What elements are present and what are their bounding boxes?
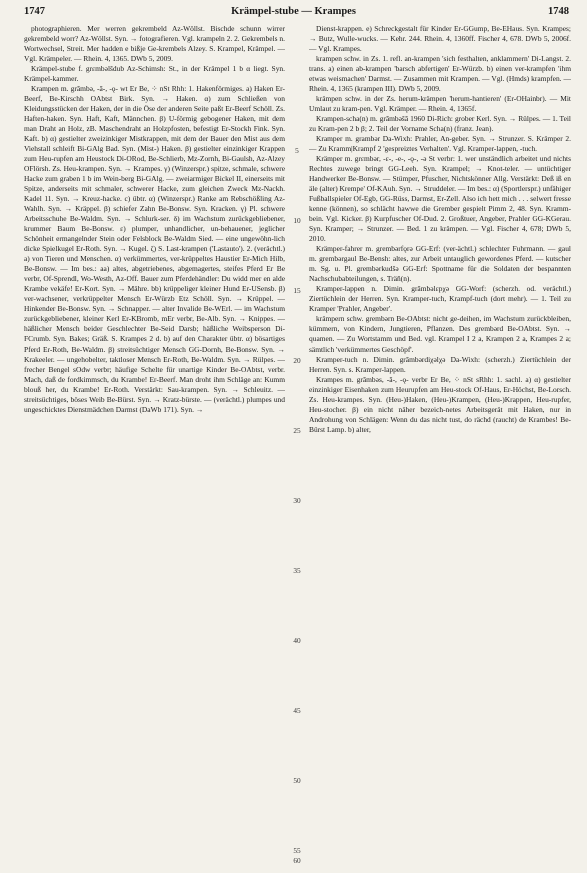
entry-krampen-schan: Krampen-scha(n) m. grāmbəšā 1960 Di-Rich: grober Kerl. Syn. → Rülpes. — 1. Teil zu Kram-pen 2 b β; 2. Teil der Vorname Scha(n) (franz. Jean). (309, 114, 571, 134)
line-number: 25 (293, 426, 301, 435)
entry-kramper-tuch: Kramper-tuch n. Dimin. grāmbərdiχəlχə Da-Wixh: (scherzh.) Ziertüchlein der Herren. Syn. s. Kramper-lappen. (309, 354, 571, 374)
left-column (24, 24, 285, 866)
entry-kraempel-stube: Krämpel-stube f. grεmbəlšdub Az-Schimsh: St., in der Krämpel 1 b α liegt. Syn. Krämpel-kammer. (24, 64, 285, 84)
entry-kramper-lappen: Kramper-lappen n. Dimin. grāmbəlεpχə GG-Worf: (scherzh. od. verächtl.) Ziertüchlein der Herren. Syn. Kramper-tuch, Krampf-tuch (dort mehr). — 1. Teil zu Kramper 'Prahler, Angeber'. (309, 284, 571, 314)
entry-kraemper-fahrer: Krämper-fahrer m. grembərfǫrə GG-Erf: (ver-ächtl.) schlechter Fuhrmann. — gaul m. grembərgaul Be-Bensh: altes, zur Arbeit untauglich gewordenes Pferd. — kutscher m. Sg. u. Pl. grembərkudšə GG-Erf: Spottname für die Soldaten der bespannten Nachschubabteilungen, s. Träñ(n). (309, 244, 571, 284)
entry-krampen-verb: krampen schw. in Zs. 1. refl. an-krampen 'sich festhalten, anklammern' Di-Langst. 2. trans. a) einen ab-krampen 'barsch abfertigen' Er-Würzb. b) einen ver-krampfen 'ihm etwas weismachen' Darmst. — Zusammen mit Krampen. — Vgl. (Hmds) krampfen. — Rhein. 4, 1365 (krampen III). DWb 5, 2009. (309, 54, 571, 94)
entry-krampen: Krampen m. grāmbə, -ā-, -ǫ- wt Er Be, ⁘ nSt Rhh: 1. Hakenförmiges. a) Haken Er-Beerf, Be-Kirschh OAbtst Birk. Syn. → Haken. α) zum Schließen von Kleidungsstücken der Haken, der in die Öse der anderen Seite paßt Er-Beerf Schöll. Zs. Haften-haken. Syn. Haft, Kaft, Männchen. β) U-förmig gebogener Haken, mit dem man Draht an Holz, zB. Maschendraht an Holzpfosten, befestigt Er-Stockh Fink. Syn. Kaft. b) α) gestielter zweizinkiger Mistkrappen, mit dem der Bauer den Mist aus dem Viehstall schleift Bi-GAlg Bad. Syn. (Mist-) Haken. β) gestielter einzinkiger Krappen zum Heu-rupfen am Heustock Di-ORod, Be-Schlierb, Mz-Zornh, Bi-Gaulsh, Az-Alzey OFlörsh. Zs. Heu-krampen. Syn. → Krampes. γ) (Winzerspr.) spitze, schmale, schwere Hacke zum graben 1 b im Wein-berg Bi-GAlg. — zweiarmiger Bickel II, einerseits mit Spitze, anderseits mit schmaler, schwerer Hacke, zum gleichen Zweck Mz-Nackh. Kadel 11. Syn. → Kreuz-hacke. c) übtr. α) (Winzerspr.) Ranke am Rebschößling Az-Wahlh. Syn. → Kräppel. β) schiefer Zahn Be-Bonsw. Syn. Kracken. γ) Pl. schwere Arbeitsschuhe Be-Waldm. Syn. → Schlurk-ser. δ) im Wachstum zurückgebliebener, krummer Baum Be-Bonsw. ε) plumper, unhandlicher, un-behauener, jeglicher Schönheit ermangelnder Stein oder Felsblock Be-Waldm Sied. — eine ungewöhn-lich dicke Spielkugel Er-Roth. Syn. → Kugel. ζ) S. Last-krampen ('Lastauto'). 2. (verächtl.) a) von Tieren und Menschen. α) verkümmertes, ver-krüppeltes Haustier Er-Mich Hilb, Be-Bonsw. — Im bes.: aa) altes, abgetriebenes, abgemagertes, steifes Pferd Er Be verbr, Of-Sprendl, Wo-Westh, Az-Off. Bauer zum Pferdehändler: Du widd mer en alde Krambe vekäfe! Er-Kort. Syn. → Mähre. bb) krüppeliger kleiner Hund Er-USensb. β) ver-wachsener, verkrüppelter Mensch Er-Würzb Etz Schöll. Syn. → Krüppel. — Hinkender Be-Bonsw. Syn. → Schnapper. — alter Invalide Be-WErl. — im Wachstum zurückgebliebener, kleiner Kerl Er-KBromb, mEr verbr, Be-Alb. Syn. → Knippes. — häßlicher Mensch beider Geschlechter Be-Seid Darsb; häßliche Weibsperson Di-FCrumb. Syn. Bakes; Gräß. S. Krampes 2 d. b) auf den Charakter übtr. α) bösartiges Pferd Er-Roth, Be-Waldm. β) streitsüchtiger Mensch GG-Dornh, Be-Bonsw. Syn. → Krakeeler. — ungehobelter, taktloser Mensch Er-Roth, Be-Waldm. Syn. → Rülpes. — frecher Bengel sOdw verbr; häufige Schelte für unartige Kinder Be-OAbtst, verbr. Mach, daß de fordkimmsch, du Krambe! Er-Beerf. Man droht ihm Schläge an: Kumm blouß her, du Krambe! Er-Roth. Verstärkt: Sau-krampen. Syn. → Schleuitz. — streitsüchtiges, böses Weib Be-Bürst. Syn. → Kratz-bürste. — (verächtl.) plumpes und ungeschicktes Dienstmädchen Darmst (DaWb 171). Syn. → (24, 84, 285, 414)
entry-paragraph: Dienst-krappen. e) Schreckgestalt für Kinder Er-GGump, Be-EHaus. Syn. Krampes; → Butz, Wulle-wucks. — Kehr. 244. Rhein. 4, 1360ff. Fischer 4, 678. DWb 5, 2006f. — Vgl. Krampes. (309, 24, 571, 54)
page-header (0, 0, 587, 22)
line-number: 60 (293, 856, 301, 865)
page-number-right: 1748 (548, 6, 569, 17)
entry-kraemper: Krämper m. grεmbər, -ε-, -e-, -ǫ-, -ə St verbr: 1. wer unständlich arbeitet und nichts Rechtes zuwege bringt GG-Leeh. Syn. Krampel; → Knot-teler. — untüchtiger Handwerker Be-Bonsw. — Stümper, Pfuscher, Nichtskönner Allg. Verstärkt: Deß iß en äle (alter) Krempe' Of-KAuh. Syn. → Struddeler. — Im bes.: α) (Sportlerspr.) unfähiger Fußballspieler Of-Egb, GG-Rüss, Darmst, Er-Zell. Also ich hett mich . . . selwert fresse kenne (können), so schlächt hawwe die Grember gespielt Pimm 2, 48. Syn. Kramm-bein. Vgl. Kicker. β) Kurpfuscher Of-Dud. 2. Großtuer, Angeber, Prahler GG-KGerau. Syn. Kramper; → Strunzer. — Bed. 1 zu krämpen. — Vgl. Fischer 4, 678; DWb 5, 2010. (309, 154, 571, 244)
entry-kramper: Kramper m. grambər Da-Wixh: Prahler, An-geber. Syn. → Strunzer. S. Krämper 2. — Zu Kramm|Krampf 2 'gespreiztes Verhalten'. Vgl. Kramper-lappen, -tuch. (309, 134, 571, 154)
line-number: 20 (293, 356, 301, 365)
running-title: Krämpel-stube — Krampes (231, 6, 356, 17)
line-number-gutter (288, 24, 306, 866)
right-column (309, 24, 571, 866)
entry-kraempen: krämpen schw. in der Zs. herum-krämpen 'herum-hantieren' (Er-OHainbr). — Mit Umlaut zu kram-pen. Vgl. Krämper. — Rhein. 4, 1365f. (309, 94, 571, 114)
line-number: 40 (293, 636, 301, 645)
entry-kraempern: krämpern schw. grembərn Be-OAbtst: nicht ge-deihen, im Wachstum zurückbleiben, kümmern, von Kindern, Jungtieren, Pflanzen. Des grembərd Be-OAbtst. Syn. → quamen. — Zu Wortstamm und Bed. vgl. Krampel I 2 a, Krampen 2 a, Krampes 2 a; sämtlich 'verkümmertes Geschöpf'. (309, 314, 571, 354)
line-number: 5 (295, 146, 299, 155)
line-number: 55 (293, 846, 301, 855)
entry-paragraph: photographieren. Mer werren gekrembeld Az-Wöllst. Bischde schunn wirrer gekrembeld worr? Az-Wöllst. Syn. → fotografieren. Vgl. krampeln 2. 2. Gekrembels n. Wortwechsel, Streit. Mer hadden e bißje Ge-krembels Alzey. S. Krampel, Krämpel. — Vgl. Krämpeler. — Rhein. 4, 1365. DWb 5, 2009. (24, 24, 285, 64)
line-number: 35 (293, 566, 301, 575)
line-number: 30 (293, 496, 301, 505)
line-number: 45 (293, 706, 301, 715)
line-number: 10 (293, 216, 301, 225)
page-number-left: 1747 (24, 6, 45, 17)
line-number: 15 (293, 286, 301, 295)
entry-krampes: Krampes m. grāmbəs, -ā-, -ǫ- verbr Er Be, ⁘ nSt sRhh: 1. sachl. a) α) gestielter einzinkiger Eisenhaken zum Heurupfen am Heu-stock Of-Haus, Er-Höchst, Be-Lorsch. Zs. Heu-krampes. Syn. (Heu-)Haken, (Heu-)Krampen, (Heu-)Krappen, Heu-rupfer, Heu-stocher. β) ein nicht näher bezeich-netes Arbeitsgerät mit Haken, nur in Androhung von Schlägen: Wenn du das nicht tust, do rächd (raucht) de Krambes! Be-Bürst Lamp. b) alter, (309, 374, 571, 434)
line-number: 50 (293, 776, 301, 785)
